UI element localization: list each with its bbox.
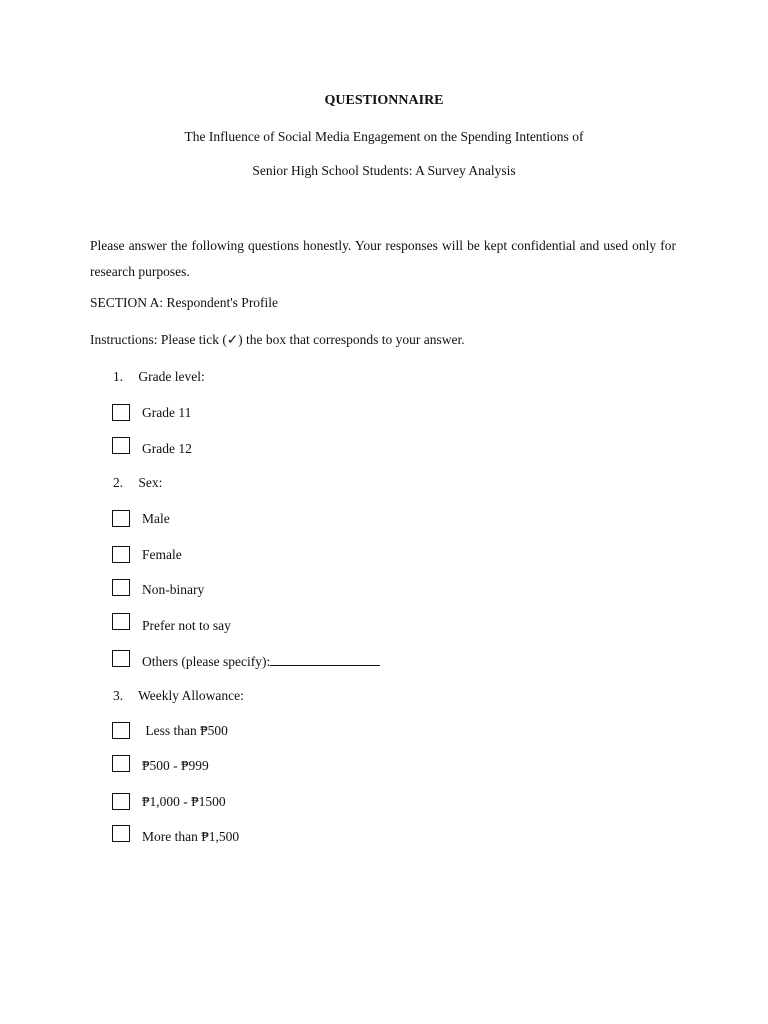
question-grade-level xyxy=(113,369,205,385)
intro-paragraph: Please answer the following questions honestly. Your responses will be kept confidential and used only for research purposes. xyxy=(90,238,676,279)
option-label: ₱500 - ₱999 xyxy=(142,758,209,773)
option-label: Grade 11 xyxy=(142,405,192,420)
checkbox[interactable] xyxy=(112,755,130,772)
question-text: Grade level: xyxy=(138,369,205,384)
checkbox[interactable] xyxy=(112,510,130,527)
question-number: 3. xyxy=(113,688,124,703)
question-sex xyxy=(113,475,162,491)
checkbox[interactable] xyxy=(112,404,130,421)
question-text: Weekly Allowance: xyxy=(138,688,244,703)
question-number: 1. xyxy=(113,369,124,384)
option-label: Female xyxy=(142,547,182,562)
document-subtitle-line2: Senior High School Students: A Survey Analysis xyxy=(252,163,516,178)
checkbox[interactable] xyxy=(112,793,130,810)
document-title: QUESTIONNAIRE xyxy=(324,93,444,108)
option-label: Others (please specify): xyxy=(142,654,271,669)
option-label: Male xyxy=(142,511,170,526)
specify-blank-line[interactable] xyxy=(270,653,380,666)
section-a-heading: SECTION A: Respondent's Profile xyxy=(90,295,279,310)
option-label: Less than ₱500 xyxy=(142,723,228,738)
question-number: 2. xyxy=(113,475,124,490)
document-subtitle-line1: The Influence of Social Media Engagement on the Spending Intentions of xyxy=(184,129,584,144)
checkbox[interactable] xyxy=(112,722,130,739)
option-label: More than ₱1,500 xyxy=(142,829,240,844)
instructions-text: Instructions: Please tick (✓) the box that corresponds to your answer. xyxy=(90,332,465,347)
option-label-others xyxy=(142,653,380,670)
option-label: ₱1,000 - ₱1500 xyxy=(142,794,226,809)
checkbox[interactable] xyxy=(112,546,130,563)
checkbox[interactable] xyxy=(112,437,130,454)
checkbox[interactable] xyxy=(112,613,130,630)
option-label: Grade 12 xyxy=(142,441,192,456)
question-text: Sex: xyxy=(138,475,163,490)
checkbox[interactable] xyxy=(112,579,130,596)
checkbox[interactable] xyxy=(112,650,130,667)
question-weekly-allowance xyxy=(113,688,244,704)
option-label: Prefer not to say xyxy=(142,618,231,633)
checkbox[interactable] xyxy=(112,825,130,842)
option-label: Non-binary xyxy=(142,582,205,597)
